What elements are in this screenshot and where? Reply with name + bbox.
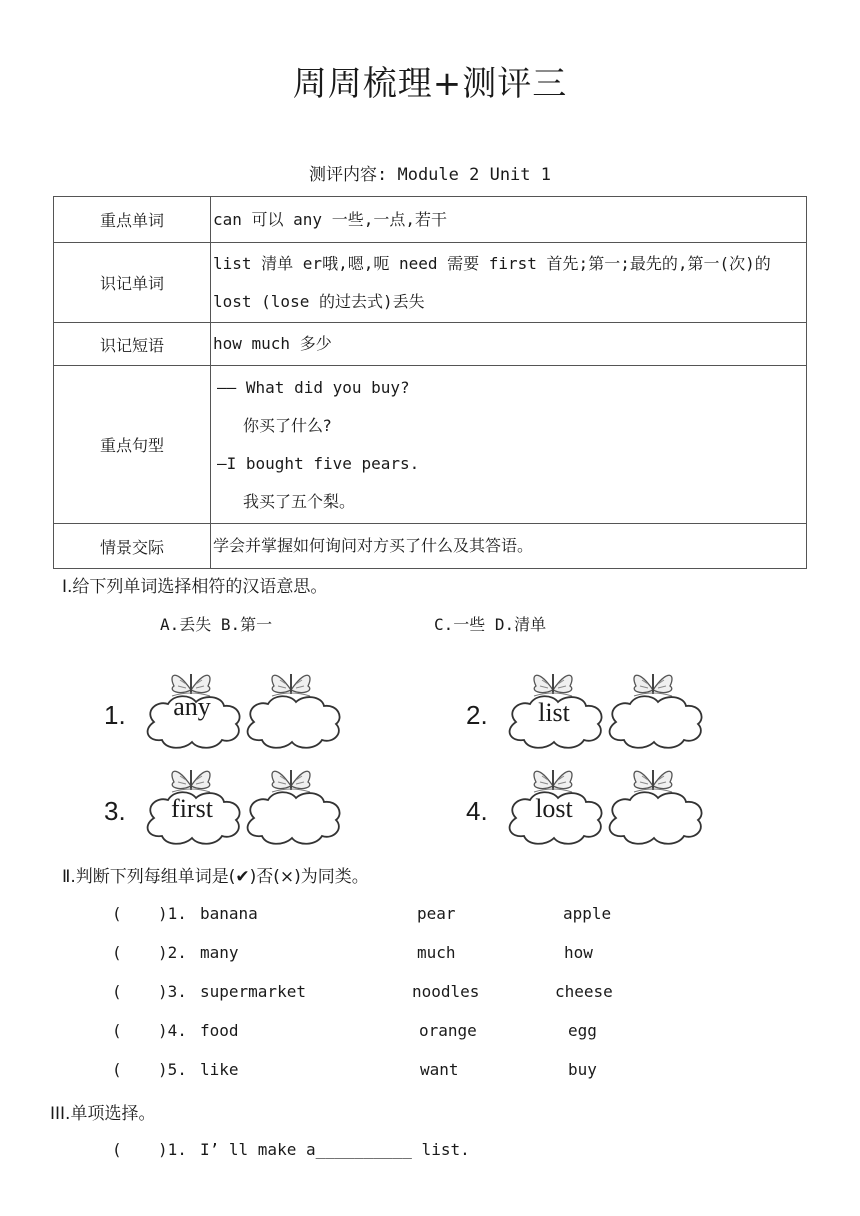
word-3: egg: [568, 1021, 597, 1040]
word-2: noodles: [412, 982, 480, 1001]
table-row-label: 识记短语: [54, 323, 211, 366]
page-subtitle: 测评内容: Module 2 Unit 1: [309, 165, 551, 185]
cloud-word: list: [538, 698, 570, 727]
table-row-value: 学会并掌握如何询问对方买了什么及其答语。: [211, 524, 807, 569]
word-1: food: [200, 1021, 239, 1040]
row-number: )2.: [158, 943, 187, 962]
answer-blank[interactable]: (: [112, 943, 122, 962]
word-2: pear: [417, 904, 456, 923]
word-3: buy: [568, 1060, 597, 1079]
sentence-question: —— What did you buy?: [217, 377, 410, 397]
answer-blank[interactable]: (: [112, 904, 122, 923]
word-1: supermarket: [200, 982, 306, 1001]
row-number: )1.: [158, 1140, 187, 1159]
answer-blank[interactable]: (: [112, 1060, 122, 1079]
row-number: )5.: [158, 1060, 187, 1079]
options-right: C.一些 D.清单: [434, 615, 547, 634]
word-3: apple: [563, 904, 612, 923]
sentence-answer-translation: 我买了五个梨。: [243, 491, 356, 511]
answer-cloud[interactable]: [604, 694, 706, 750]
answer-cloud[interactable]: [242, 790, 344, 846]
cloud-word: any: [173, 692, 211, 721]
word-item: [466, 660, 726, 756]
word-3: how: [564, 943, 593, 962]
section-1-heading: Ⅰ.给下列单词选择相符的汉语意思。: [62, 577, 328, 597]
answer-blank[interactable]: (: [112, 1140, 122, 1159]
item-number: 2.: [466, 700, 488, 730]
section-3-heading: III.单项选择。: [50, 1104, 156, 1124]
row-number: )1.: [158, 904, 187, 923]
cloud-word: lost: [535, 794, 573, 823]
item-number: 3.: [104, 796, 126, 826]
table-row-value: [211, 366, 807, 524]
word-2: want: [420, 1060, 459, 1079]
table-row-value: list 清单 er哦,嗯,呃 need 需要 first 首先;第一;最先的,第一(次)的 lost (lose 的过去式)丢失: [211, 243, 807, 323]
word-1: many: [200, 943, 239, 962]
word-1: banana: [200, 904, 258, 923]
word-item: [104, 660, 364, 756]
word-3: cheese: [555, 982, 613, 1001]
table-row-label: 重点句型: [54, 366, 211, 524]
row-number: )4.: [158, 1021, 187, 1040]
word-2: orange: [419, 1021, 477, 1040]
word-item: [104, 756, 364, 852]
summary-table: [53, 196, 807, 569]
answer-cloud[interactable]: [604, 790, 706, 846]
section-2-heading: Ⅱ.判断下列每组单词是(✔)否(×)为同类。: [62, 867, 369, 887]
item-number: 4.: [466, 796, 488, 826]
table-row-label: 识记单词: [54, 243, 211, 323]
table-row-value: can 可以 any 一些,一点,若干: [211, 197, 807, 243]
table-row-label: 重点单词: [54, 197, 211, 243]
word-1: like: [200, 1060, 239, 1079]
answer-blank[interactable]: (: [112, 982, 122, 1001]
sentence-answer: —I bought five pears.: [217, 453, 420, 473]
answer-cloud[interactable]: [242, 694, 344, 750]
page-title: 周周梳理+测评三: [292, 64, 568, 104]
item-number: 1.: [104, 700, 126, 730]
row-number: )3.: [158, 982, 187, 1001]
sentence-question-translation: 你买了什么?: [243, 415, 332, 435]
cloud-word: first: [171, 794, 213, 823]
table-row-value: how much 多少: [211, 323, 807, 366]
word-item: [466, 756, 726, 852]
answer-blank[interactable]: (: [112, 1021, 122, 1040]
options-left: A.丢失 B.第一: [160, 615, 273, 634]
question-text: I’ ll make a__________ list.: [200, 1140, 470, 1159]
table-row-label: 情景交际: [54, 524, 211, 569]
word-2: much: [417, 943, 456, 962]
